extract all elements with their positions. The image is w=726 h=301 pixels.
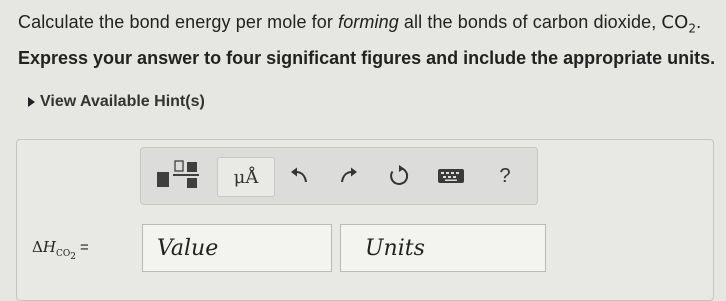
help-button[interactable]: ?: [499, 164, 511, 187]
answer-subscript: [55, 249, 76, 262]
question-line-1: [18, 12, 701, 36]
undo-icon: [287, 164, 311, 188]
answer-label: [32, 238, 89, 262]
subscript-sub: 2: [70, 251, 76, 262]
fraction-template-icon: [156, 159, 202, 193]
reset-button[interactable]: [381, 148, 417, 204]
equals-sign: =: [79, 239, 89, 256]
reset-icon: [387, 164, 411, 188]
question-period: .: [696, 12, 702, 32]
subscript-text: CO: [55, 249, 71, 259]
expand-triangle-icon: [28, 97, 35, 107]
units-input[interactable]: Units: [340, 224, 546, 272]
hint-label: View Available Hint(s): [40, 93, 205, 110]
formula-main: CO: [661, 12, 689, 33]
math-toolbar: [140, 147, 538, 205]
view-hints-toggle[interactable]: [40, 93, 205, 111]
instruction-line: Express your answer to four significant figures and include the appropriate units.: [18, 48, 716, 68]
keyboard-button[interactable]: [429, 148, 473, 204]
fraction-template-button[interactable]: [155, 148, 203, 204]
redo-icon: [337, 164, 361, 188]
formula-co2: [661, 12, 697, 36]
keyboard-icon: [437, 167, 465, 185]
undo-button[interactable]: [281, 148, 317, 204]
delta-symbol: Δ: [32, 238, 43, 256]
formula-sub: 2: [688, 21, 697, 36]
question-text-rest: all the bonds of carbon dioxide,: [398, 12, 662, 32]
value-input[interactable]: Value: [142, 224, 332, 272]
enthalpy-symbol: H: [42, 238, 56, 256]
units-symbol-button[interactable]: μÅ: [217, 157, 275, 197]
question-emphasis: forming: [338, 12, 399, 32]
question-text: Calculate the bond energy per mole for: [18, 12, 339, 32]
redo-button[interactable]: [331, 148, 367, 204]
